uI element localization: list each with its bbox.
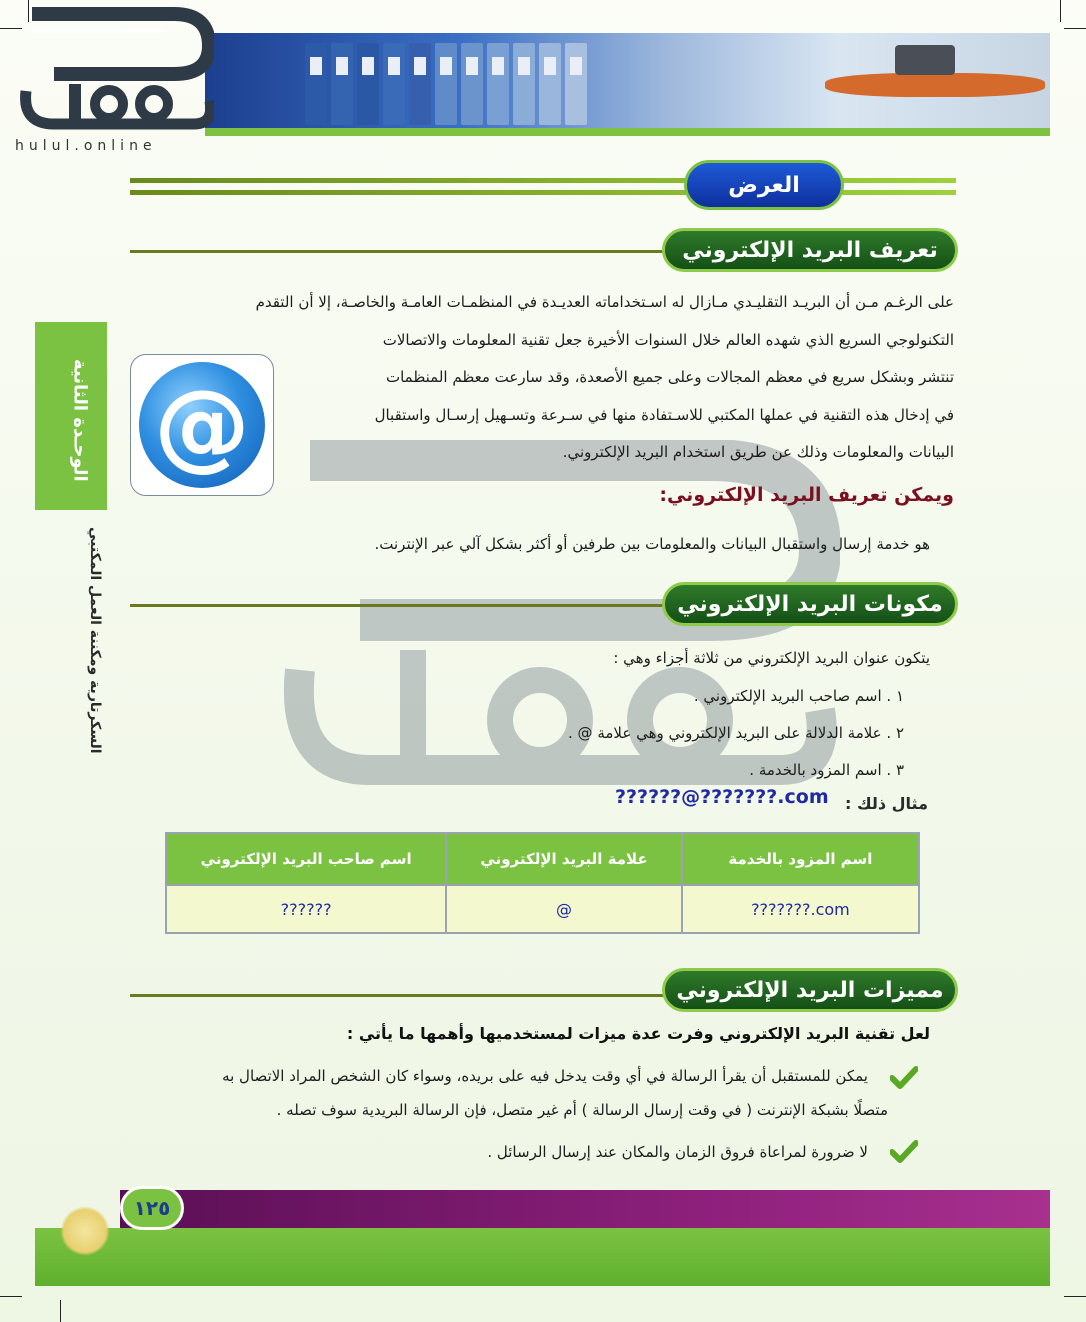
feature-item: متصلًا بشبكة الإنترنت ( في وقت إرسال الرسالة ) أم غير متصل، فإن الرسالة البريدية سوف تصله . xyxy=(276,1101,888,1119)
logo-url: hulul.online xyxy=(15,138,157,154)
example-label: مثال ذلك : xyxy=(845,794,928,813)
page-number: ١٢٥ xyxy=(120,1186,184,1230)
binder-image xyxy=(513,43,535,125)
binder-image xyxy=(487,43,509,125)
crop-mark xyxy=(1060,0,1061,22)
binder-image xyxy=(461,43,483,125)
section-divider xyxy=(130,994,670,997)
definition-paragraph-line: تنتشر وبشكل سريع في معظم المجالات وعلى جميع الأصعدة، وقد سارعت معظم المنظمات xyxy=(385,368,954,386)
table-header: اسم صاحب البريد الإلكتروني xyxy=(166,833,446,885)
feature-item: يمكن للمستقبل أن يقرأ الرسالة في أي وقت يدخل فيه على بريده، وسواء كان الشخص المراد الاتصال به xyxy=(222,1067,868,1085)
definition-paragraph-line: التكنولوجي السريع الذي شهده العالم خلال السنوات الأخيرة جعل تقنية المعلومات والاتصالات xyxy=(382,331,954,349)
crop-mark xyxy=(0,1296,22,1297)
binder-image xyxy=(331,43,353,125)
office-chair-image xyxy=(895,45,955,75)
crop-mark xyxy=(1064,1296,1086,1297)
table-header-row xyxy=(166,833,919,885)
unit-label: الوحـدة الثانية xyxy=(69,358,91,482)
section-title-pill: العرض xyxy=(684,160,844,210)
definition-paragraph-line: على الرغـم مـن أن البريـد التقليـدي مـازال له اسـتخداماته العديـدة في المنظمـات العامـة والخاصـة، إلا أن التقدم xyxy=(255,293,954,311)
at-sign-icon: @ xyxy=(139,362,265,488)
components-item: ٢ . علامة الدلالة على البريد الإلكتروني وهي علامة @ . xyxy=(568,724,904,742)
check-icon xyxy=(890,1066,918,1090)
components-item: ٣ . اسم المزود بالخدمة . xyxy=(749,761,904,779)
crop-mark xyxy=(0,28,22,29)
email-parts-table xyxy=(165,832,920,934)
binder-image xyxy=(539,43,561,125)
section-divider xyxy=(130,604,670,607)
logo-icon xyxy=(14,6,214,156)
binder-image xyxy=(383,43,405,125)
definition-text: هو خدمة إرسال واستقبال البيانات والمعلومات بين طرفين أو أكثر بشكل آلي عبر الإنترنت. xyxy=(374,535,930,553)
crop-mark xyxy=(28,0,29,22)
components-intro: يتكون عنوان البريد الإلكتروني من ثلاثة أجزاء وهي : xyxy=(613,649,930,667)
crop-mark xyxy=(60,1300,61,1322)
section-divider xyxy=(130,250,670,253)
email-at-icon xyxy=(130,354,274,496)
footer-green-band xyxy=(35,1228,1050,1286)
table-row xyxy=(166,885,919,933)
footer-bar xyxy=(120,1190,1050,1228)
components-title: مكونات البريد الإلكتروني xyxy=(662,582,958,626)
table-header: اسم المزود بالخدمة xyxy=(682,833,919,885)
table-cell: ?????? xyxy=(166,885,446,933)
binder-image xyxy=(565,43,587,125)
office-desk-image xyxy=(825,73,1045,97)
definition-title: تعريف البريد الإلكتروني xyxy=(662,228,958,272)
binder-image xyxy=(409,43,431,125)
crop-mark xyxy=(1064,28,1086,29)
components-item: ١ . اسم صاحب البريد الإلكتروني . xyxy=(693,687,904,705)
check-icon xyxy=(890,1140,918,1164)
table-header: علامة البريد الإلكتروني xyxy=(446,833,682,885)
course-label: السكرتارية ومكننة العمل المكتبي xyxy=(87,526,103,754)
example-email: ??????@???????.com xyxy=(615,786,829,808)
table-cell: @ xyxy=(446,885,682,933)
features-intro: لعل تقنية البريد الإلكتروني وفرت عدة ميزات لمستخدميها وأهمها ما يأتي : xyxy=(346,1024,930,1043)
header-banner xyxy=(205,33,1050,133)
decorative-icon xyxy=(60,1206,110,1256)
binder-image xyxy=(435,43,457,125)
header-green-strip xyxy=(205,128,1050,136)
feature-item: لا ضرورة لمراعاة فروق الزمان والمكان عند إرسال الرسائل . xyxy=(487,1143,868,1161)
definition-paragraph-line: في إدخال هذه التقنية في عملها المكتبي للاسـتفادة منها في سـرعة وتسـهيل إرسـال واستقبال xyxy=(374,406,954,424)
binder-image xyxy=(305,43,327,125)
definition-paragraph-line: البيانات والمعلومات وذلك عن طريق استخدام البريد الإلكتروني. xyxy=(562,443,954,461)
table-cell: ???????.com xyxy=(682,885,919,933)
features-title: مميزات البريد الإلكتروني xyxy=(662,968,958,1012)
binder-image xyxy=(357,43,379,125)
definition-subheading: ويمكن تعريف البريد الإلكتروني: xyxy=(659,484,954,506)
